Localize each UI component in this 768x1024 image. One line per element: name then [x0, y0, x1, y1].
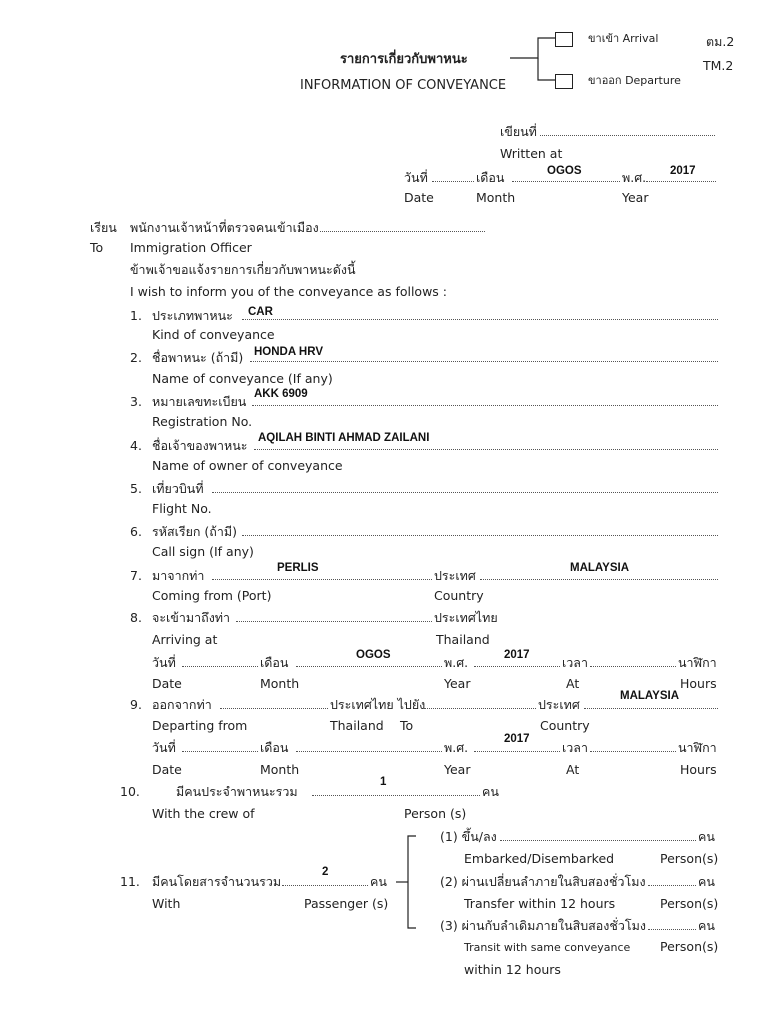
item-11-option-2-unit-thai: คน — [698, 874, 715, 889]
item-9-to-thai: ประเทศไทย ไปยัง — [330, 697, 426, 712]
item-8-thailand-thai: ประเทศไทย — [434, 610, 498, 625]
item-11-option-1-unit-english: Person(s) — [660, 851, 719, 866]
inform-thai: ข้าพเจ้าขอแจ้งรายการเกี่ยวกับพาหนะดังนี้ — [130, 262, 356, 277]
item-6-english: Call sign (If any) — [152, 544, 254, 559]
item-7-port-line[interactable] — [212, 579, 432, 580]
officer-thai: พนักงานเจ้าหน้าที่ตรวจคนเข้าเมือง — [130, 220, 319, 235]
item-1-number: 1. — [130, 308, 142, 323]
item-9-time-thai: เวลา — [562, 740, 588, 755]
item-11-line[interactable] — [282, 885, 368, 886]
item-9-month-line[interactable] — [296, 751, 442, 752]
item-8-at-english: At — [566, 676, 580, 691]
item-8-thailand-english: Thailand — [436, 632, 490, 647]
written-at-english: Written at — [500, 146, 563, 161]
item-4-line[interactable] — [254, 449, 718, 450]
item-8-year-value: 2017 — [504, 649, 530, 661]
item-8-time-thai: เวลา — [562, 655, 588, 670]
item-9-country-english: Country — [540, 718, 590, 733]
item-11-option-2-english: Transfer within 12 hours — [464, 896, 616, 911]
item-3-value: AKK 6909 — [254, 388, 308, 400]
inform-english: I wish to inform you of the conveyance as follows : — [130, 284, 448, 299]
item-7-country-line[interactable] — [480, 579, 718, 580]
item-7-english: Coming from (Port) — [152, 588, 272, 603]
item-8-day-line[interactable] — [182, 666, 258, 667]
item-3-line[interactable] — [252, 405, 718, 406]
officer-english: Immigration Officer — [130, 240, 252, 255]
item-1-english: Kind of conveyance — [152, 327, 275, 342]
item-4-english: Name of owner of conveyance — [152, 458, 343, 473]
item-8-number: 8. — [130, 610, 142, 625]
item-10-thai: มีคนประจำพาหนะรวม — [176, 784, 298, 799]
item-2-value: HONDA HRV — [254, 346, 324, 358]
item-2-thai: ชื่อพาหนะ (ถ้ามี) — [152, 350, 244, 365]
date-year-english: Year — [622, 190, 649, 205]
item-2-number: 2. — [130, 350, 142, 365]
item-9-to-english: To — [400, 718, 414, 733]
item-11-option-3-english-2: within 12 hours — [464, 962, 561, 977]
date-month-value: OGOS — [547, 165, 582, 177]
item-9-year-value: 2017 — [504, 733, 530, 745]
title-english: INFORMATION OF CONVEYANCE — [300, 78, 507, 93]
item-11-value: 2 — [322, 866, 329, 878]
item-7-thai: มาจากท่า — [152, 568, 205, 583]
item-2-line[interactable] — [250, 361, 718, 362]
item-7-port-value: PERLIS — [277, 562, 319, 574]
date-year-value: 2017 — [670, 165, 696, 177]
to-english: To — [90, 240, 104, 255]
item-8-date-english: Date — [152, 676, 182, 691]
item-10-value: 1 — [380, 776, 387, 788]
item-11-option-2-line[interactable] — [648, 885, 696, 886]
item-6-number: 6. — [130, 524, 142, 539]
item-11-option-1-line[interactable] — [500, 840, 696, 841]
item-9-date-english: Date — [152, 762, 182, 777]
arrival-checkbox[interactable] — [555, 32, 573, 47]
date-day-thai: วันที่ — [404, 170, 428, 185]
item-9-country-value: MALAYSIA — [620, 690, 679, 702]
item-11-option-3-unit-thai: คน — [698, 918, 715, 933]
departure-label: ขาออก Departure — [588, 74, 681, 87]
item-6-line[interactable] — [242, 535, 718, 536]
item-8-port-line[interactable] — [236, 621, 432, 622]
item-5-line[interactable] — [212, 492, 718, 493]
item-2-english: Name of conveyance (If any) — [152, 371, 333, 386]
title-thai: รายการเกี่ยวกับพาหนะ — [340, 52, 468, 67]
item-9-number: 9. — [130, 697, 142, 712]
item-11-option-3-thai: (3) ผ่านกับลำเดิมภายในสิบสองชั่วโมง — [440, 918, 646, 933]
item-9-thailand-english: Thailand — [330, 718, 384, 733]
form-code-english: TM.2 — [703, 58, 734, 73]
item-11-unit-thai: คน — [370, 874, 387, 889]
item-10-english: With the crew of — [152, 806, 255, 821]
item-9-month-thai: เดือน — [260, 740, 289, 755]
item-11-option-3-unit-english: Person(s) — [660, 939, 719, 954]
item-11-number: 11. — [120, 874, 140, 889]
item-5-english: Flight No. — [152, 501, 212, 516]
item-7-country-value: MALAYSIA — [570, 562, 629, 574]
item-9-destination-line[interactable] — [424, 708, 536, 709]
item-8-english: Arriving at — [152, 632, 218, 647]
item-8-hours-english: Hours — [680, 676, 717, 691]
item-11-unit-english: Passenger (s) — [304, 896, 389, 911]
item-8-year-line[interactable] — [474, 666, 560, 667]
form-code-thai: ตม.2 — [706, 34, 735, 49]
date-year-line[interactable] — [646, 181, 716, 182]
item-8-month-thai: เดือน — [260, 655, 289, 670]
item-9-year-thai: พ.ศ. — [444, 740, 469, 755]
item-1-thai: ประเภทพาหนะ — [152, 308, 233, 323]
item-3-thai: หมายเลขทะเบียน — [152, 394, 247, 409]
item-10-unit-thai: คน — [482, 784, 499, 799]
item-8-year-english: Year — [444, 676, 471, 691]
written-at-line[interactable] — [540, 135, 715, 136]
to-thai: เรียน — [90, 220, 117, 235]
item-11-option-2-thai: (2) ผ่านเปลี่ยนลำภายในสิบสองชั่วโมง — [440, 874, 646, 889]
item-7-country-thai: ประเทศ — [434, 568, 476, 583]
written-at-thai: เขียนที่ — [500, 124, 537, 139]
item-4-value: AQILAH BINTI AHMAD ZAILANI — [258, 432, 430, 444]
item-4-thai: ชื่อเจ้าของพาหนะ — [152, 438, 248, 453]
item-9-time-line[interactable] — [590, 751, 676, 752]
item-4-number: 4. — [130, 438, 142, 453]
item-5-thai: เที่ยวบินที่ — [152, 481, 204, 496]
item-6-thai: รหัสเรียก (ถ้ามี) — [152, 524, 238, 539]
item-9-port-line[interactable] — [220, 708, 328, 709]
item-11-english: With — [152, 896, 181, 911]
item-8-year-thai: พ.ศ. — [444, 655, 469, 670]
item-10-line[interactable] — [312, 795, 480, 796]
item-11-option-2-unit-english: Person(s) — [660, 896, 719, 911]
item-9-at-english: At — [566, 762, 580, 777]
item-9-day-thai: วันที่ — [152, 740, 176, 755]
date-month-thai: เดือน — [476, 170, 505, 185]
date-month-line[interactable] — [512, 181, 620, 182]
date-day-line[interactable] — [432, 181, 474, 182]
item-11-option-1-thai: (1) ขึ้น/ลง — [440, 829, 497, 844]
item-7-number: 7. — [130, 568, 142, 583]
item-10-number: 10. — [120, 784, 140, 799]
officer-line[interactable] — [320, 231, 485, 232]
item-11-thai: มีคนโดยสารจำนวนรวม — [152, 874, 282, 889]
item-9-hours-english: Hours — [680, 762, 717, 777]
item-8-day-thai: วันที่ — [152, 655, 176, 670]
item-5-number: 5. — [130, 481, 142, 496]
item-9-country-line[interactable] — [584, 708, 718, 709]
item-3-number: 3. — [130, 394, 142, 409]
item-9-year-english: Year — [444, 762, 471, 777]
item-10-unit-english: Person (s) — [404, 806, 467, 821]
item-9-english: Departing from — [152, 718, 248, 733]
item-9-day-line[interactable] — [182, 751, 258, 752]
arrival-label: ขาเข้า Arrival — [588, 32, 659, 45]
item-9-thai: ออกจากท่า — [152, 697, 212, 712]
item-9-month-english: Month — [260, 762, 300, 777]
item-1-value: CAR — [248, 306, 273, 318]
date-month-english: Month — [476, 190, 516, 205]
item-8-hours-thai: นาฬิกา — [678, 655, 717, 670]
date-year-thai: พ.ศ. — [622, 170, 647, 185]
date-day-english: Date — [404, 190, 434, 205]
item-7-country-english: Country — [434, 588, 484, 603]
item-11-option-1-english: Embarked/Disembarked — [464, 851, 615, 866]
departure-checkbox[interactable] — [555, 74, 573, 89]
item-9-country-thai: ประเทศ — [538, 697, 580, 712]
item-11-option-3-english: Transit with same conveyance — [464, 941, 631, 954]
item-11-option-3-line[interactable] — [648, 929, 696, 930]
item-8-thai: จะเข้ามาถึงท่า — [152, 610, 231, 625]
item-8-time-line[interactable] — [590, 666, 676, 667]
item-8-month-line[interactable] — [296, 666, 442, 667]
item-9-year-line[interactable] — [474, 751, 560, 752]
item-9-hours-thai: นาฬิกา — [678, 740, 717, 755]
item-8-month-value: OGOS — [356, 649, 391, 661]
item-11-option-1-unit-thai: คน — [698, 829, 715, 844]
item-8-month-english: Month — [260, 676, 300, 691]
item-1-line[interactable] — [242, 319, 718, 320]
item-3-english: Registration No. — [152, 414, 253, 429]
